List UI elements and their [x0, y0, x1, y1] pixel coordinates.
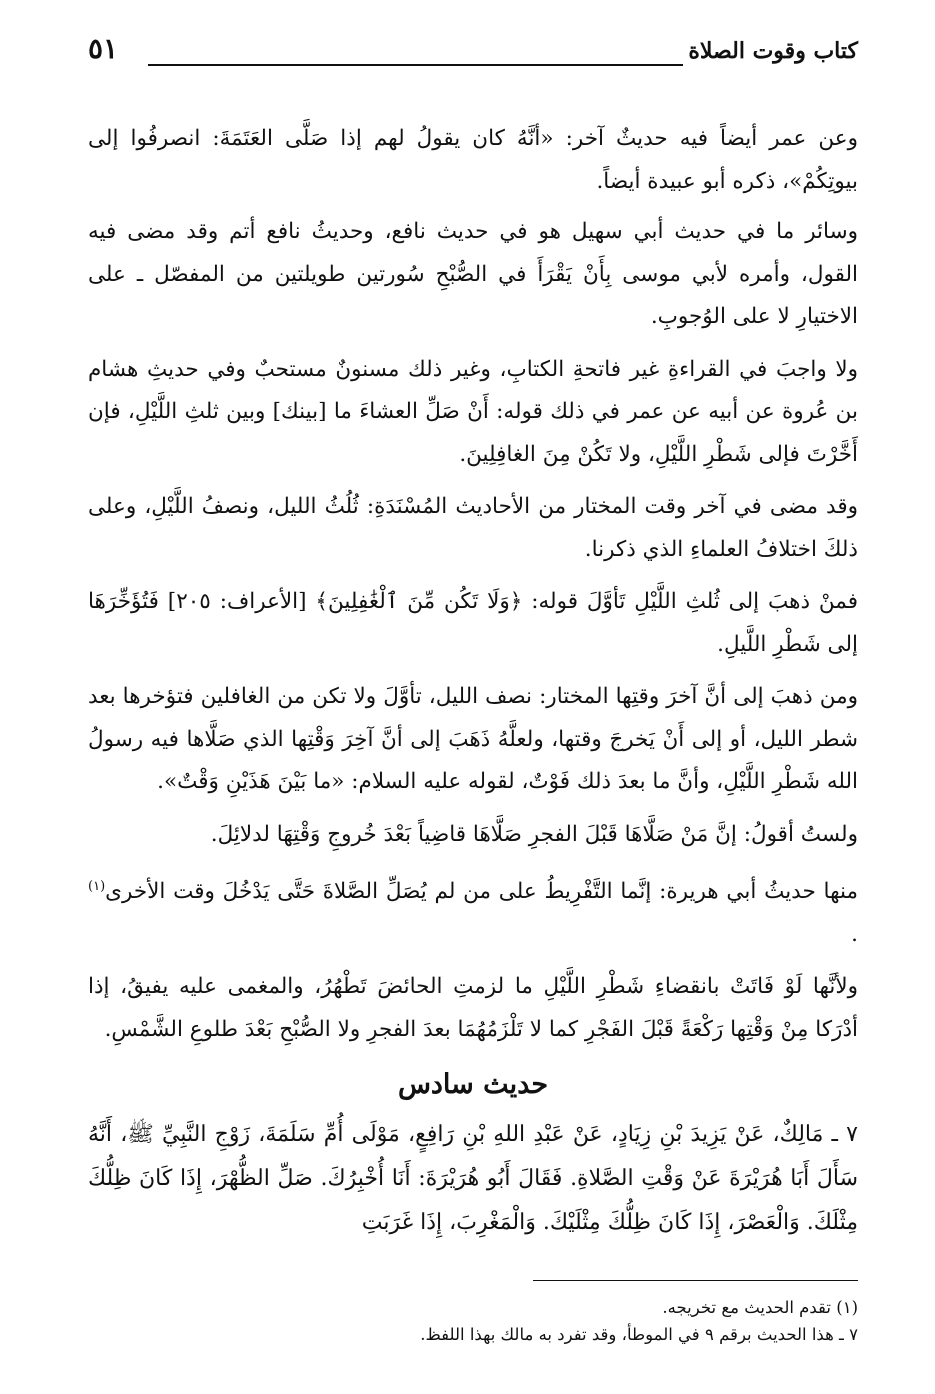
paragraph: ولا واجبَ في القراءةِ غير فاتحةِ الكتابِ، وغير ذلك مسنونٌ مستحبٌ وفي حديثِ هشام بن عُروة عن أبيه عن عمر في ذلك قوله: أَنْ صَلِّ العشاءَ ما [بينك] وبين ثلثِ اللَّيْلِ، فإن أَخَّرْتَ فإلى شَطْرِ اللَّيْلِ، ولا تَكُنْ مِنَ الغافِلِينَ. [88, 356, 858, 467]
paragraph: ومن ذهبَ إلى أنَّ آخرَ وقتِها المختار: نصف الليل، تأوَّلَ ولا تكن من الغافلين فتؤخرها بعد شطر الليل، أو إلى أَنْ يَخرجَ وقتها، ولعلَّهُ ذَهَبَ إلى أنَّ آخِرَ وَقْتِها الذي صَلَّاها فيه رسولُ الله شَطْرِ اللَّيْلِ، وأنَّ ما بعدَ ذلك فَوْتٌ، لقوله عليه السلام: «ما بَيْنَ هَذَيْنِ وَقْتٌ». [88, 684, 858, 794]
paragraph: وسائر ما في حديث أبي سهيل هو في حديث نافع، وحديثُ نافع أتم وقد مضى فيه القول، وأمره لأبي موسى بِأَنْ يَقْرَأَ في الصُّبْحِ سُورتين طويلتين من المفصّل ـ على الاختيارِ لا على الوُجوبِ. [88, 219, 858, 329]
page-header [88, 30, 858, 80]
paragraph-with-footnote: منها حديثُ أبي هريرة: إنَّما التَّفْرِيطُ على من لم يُصَلِّ الصَّلاةَ حَتَّى يَدْخُلَ وقت الأخرى$^{(١)}$ . [88, 879, 858, 947]
document-page [88, 30, 858, 1370]
hadith-text: ٧ ـ مَالِكٌ، عَنْ يَزِيدَ بْنِ زِيَادٍ، عَنْ عَبْدِ اللهِ بْنِ رَافِعٍ، مَوْلَى أُمِّ سَلَمَةَ، زَوْجِ النَّبِيِّ ﷺ، أَنَّهُ سَأَلَ أَبَا هُرَيْرَةَ عَنْ وَقْتِ الصَّلاةِ. فَقَالَ أَبُو هُرَيْرَةَ: أَنَا أُخْبِرُكَ. صَلِّ الظُّهْرَ، إِذَا كَانَ ظِلُّكَ مِثْلَكَ. وَالْعَصْرَ، إِذَا كَانَ ظِلُّكَ مِثْلَيْكَ. وَالْمَغْرِبَ، إِذَا غَرَبَتِ [88, 1122, 858, 1236]
footnote-marker: (١) [88, 879, 106, 894]
page-body [88, 118, 858, 1245]
paragraph: ولستُ أقولُ: إنَّ مَنْ صَلَّاهَا قَبْلَ الفجرِ صَلَّاهَا قاضِياً بَعْدَ خُروجِ وَقْتِهَا لدلائِلَ. [210, 821, 858, 847]
running-title: كتاب وقوت الصلاة [688, 38, 858, 64]
paragraph: وعن عمر أيضاً فيه حديثٌ آخر: «أنَّهُ كان يقولُ لهم إذا صَلَّى العَتَمَةَ: انصرفُوا إلى بيوتِكُمْ»، ذكره أبو عبيدة أيضاً. [88, 126, 858, 194]
paragraph-text: منها حديثُ أبي هريرة: إنَّما التَّفْرِيطُ على من لم يُصَلِّ الصَّلاةَ حَتَّى يَدْخُلَ وقت الأخرى [105, 879, 858, 905]
page-number: ٥١ [88, 32, 119, 65]
section-heading: حديث سادس [397, 1069, 549, 1101]
footnotes [88, 1294, 858, 1348]
footnote-rule [533, 1280, 858, 1281]
footnote: (١) تقدم الحديث مع تخريجه. [662, 1298, 858, 1317]
footnote: ٧ ـ هذا الحديث برقم ٩ في الموطأ، وقد تفرد به مالك بهذا اللفظ. [420, 1325, 858, 1344]
paragraph: ولأنَّها لَوْ فَاتَتْ بانقضاءِ شَطْرِ اللَّيْلِ ما لزمتِ الحائضَ تَطْهُرُ، والمغمى عليه يفيقُ، إذا أدْرَكا مِنْ وَقْتِها رَكْعَةً قَبْلَ الفَجْرِ كما لا تَلْزَمُهُمَا بعدَ الفجرِ ولا الصُّبْحِ بَعْدَ طلوعِ الشَّمْسِ. [88, 974, 858, 1042]
header-rule [148, 64, 683, 66]
paragraph: فمنْ ذهبَ إلى ثُلثِ اللَّيْلِ تَأوَّلَ قوله: ﴿وَلَا تَكُن مِّنَ ٱلْغَٰفِلِينَ﴾ [الأعراف: ٢٠٥] فَتُؤَخِّرَهَا إلى شَطْرِ اللَّيلِ. [88, 589, 858, 657]
paragraph: وقد مضى في آخر وقت المختار من الأحاديث المُسْنَدَةِ: ثُلُثُ الليل، ونصفُ اللَّيْلِ، وعلى ذلكَ اختلافُ العلماءِ الذي ذكرنا. [88, 494, 858, 562]
